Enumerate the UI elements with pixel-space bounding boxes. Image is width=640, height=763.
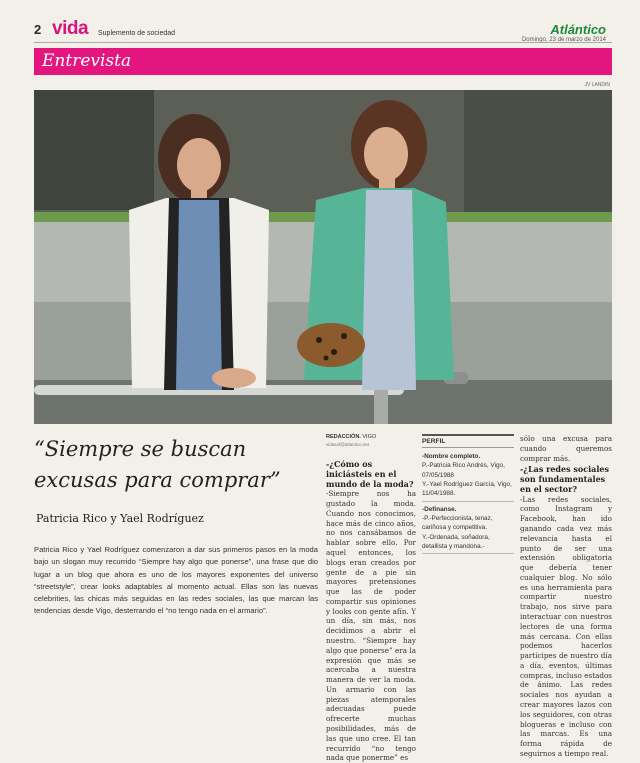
byline-credit	[326, 434, 376, 440]
interview-column-1	[326, 460, 416, 763]
section-logo: vida	[52, 18, 89, 39]
header-divider	[34, 42, 612, 43]
profile-define-block	[422, 505, 514, 555]
answer-1: -Siempre nos ha gustado la moda. Cuando nos conocimos, hace más de cinco años, no nos cansábamos de hablar sobre ello. Por aquel entonces, los blogs eran creados por gente de a pie sin mayores pretensiones que las de poder compartir sus opiniones y looks con gente afín. Y un día, sin más, nos decidimos a abrir el nuestro. “Siempre hay algo que ponerse” era la expresión que más se acercaba a nuestra manera de ver la moda. Un armario con las piezas atemporales adecuadas puede ofrecerte muchas posibilidades, más de las que uno cree. El tan recurrido “no tengo nada que ponerme” es	[326, 489, 416, 763]
profile-name-y: Y.-Yael Rodríguez García, Vigo, 11/04/1988.	[422, 481, 512, 498]
redaccion-label: REDACCIÓN.	[326, 434, 361, 440]
newspaper-logo: Atlántico	[550, 22, 606, 37]
redaccion-email: vidasof@atlantico.net	[326, 442, 370, 447]
profile-define-p: -P.-Perfeccionista, tenaz, cariñosa y competitiva.	[422, 515, 493, 532]
article-photo	[34, 90, 612, 424]
profile-heading: PERFIL	[422, 434, 514, 448]
page-header	[0, 0, 640, 44]
answer-1-continued: sólo una excusa para cuando queremos comprar más.	[520, 434, 612, 463]
section-bar	[34, 48, 612, 75]
publication-date: Domingo, 23 de marzo de 2014	[521, 37, 606, 43]
answer-2: -Las redes sociales, como Instagram y Facebook, han ido ganando cada vez más relevancia hasta el punto de ser una extensión obligatoria que debería tener cualquier blog. No sólo es una herramienta para compartir nuestro trabajo, nos sirve para interactuar con nuestros lectores de una forma más cercana. Con ellas podemos hacerlos partícipes de nuestro día a día, eventos, últimas compras, incluso estados de ánimo. Las redes sociales nos ayudan a crear mayores lazos con los seguidores, con otras blogueras e incluso con las marcas. Es una forma rápida de seguirnos a tiempo real.	[520, 494, 612, 758]
redaccion-place: VIGO	[362, 434, 377, 440]
profile-name-label: -Nombre completo.	[422, 453, 481, 460]
interview-column-2	[520, 434, 612, 759]
section-bar-label: Entrevista	[42, 51, 132, 71]
profile-box	[422, 434, 514, 557]
article-byline: Patricia Rico y Yael Rodríguez	[36, 512, 204, 525]
supplement-label: Suplemento de sociedad	[98, 30, 176, 37]
question-1: -¿Cómo os iniciásteis en el mundo de la moda?	[326, 459, 414, 489]
profile-define-label: -Defínanse.	[422, 505, 457, 513]
page-number: 2	[34, 22, 42, 37]
article-lead: Patricia Rico y Yael Rodríguez comenzaron a dar sus primeros pasos en la moda bajo un slogan muy recurrido “Siempre hay algo que ponerse”, una frase que dio lugar a un blog que ahora es uno de los mayores exponentes del universo “streetstyle”, crear looks adaptables al momento actual. Ellas son las nuevas celebrities, las chicas más seguidas en las redes sociales, las que marcan las tendencias desde Vigo, desterrando el “no tengo nada en el armario”.	[34, 545, 318, 616]
profile-define-y: Y.-Ordenada, soñadora, detallista y mandona.-	[422, 533, 490, 551]
profile-name-block	[422, 452, 514, 502]
article-title: “Siempre se buscan excusas para comprar”	[34, 437, 281, 493]
photo-illustration	[34, 90, 612, 424]
photo-credit: JV LANDIN	[584, 82, 610, 88]
question-2: -¿Las redes sociales son fundamentales en el sector?	[520, 464, 609, 494]
profile-name-p: P.-Patricia Rico Andrés, Vigo, 07/05/1988	[422, 462, 505, 479]
